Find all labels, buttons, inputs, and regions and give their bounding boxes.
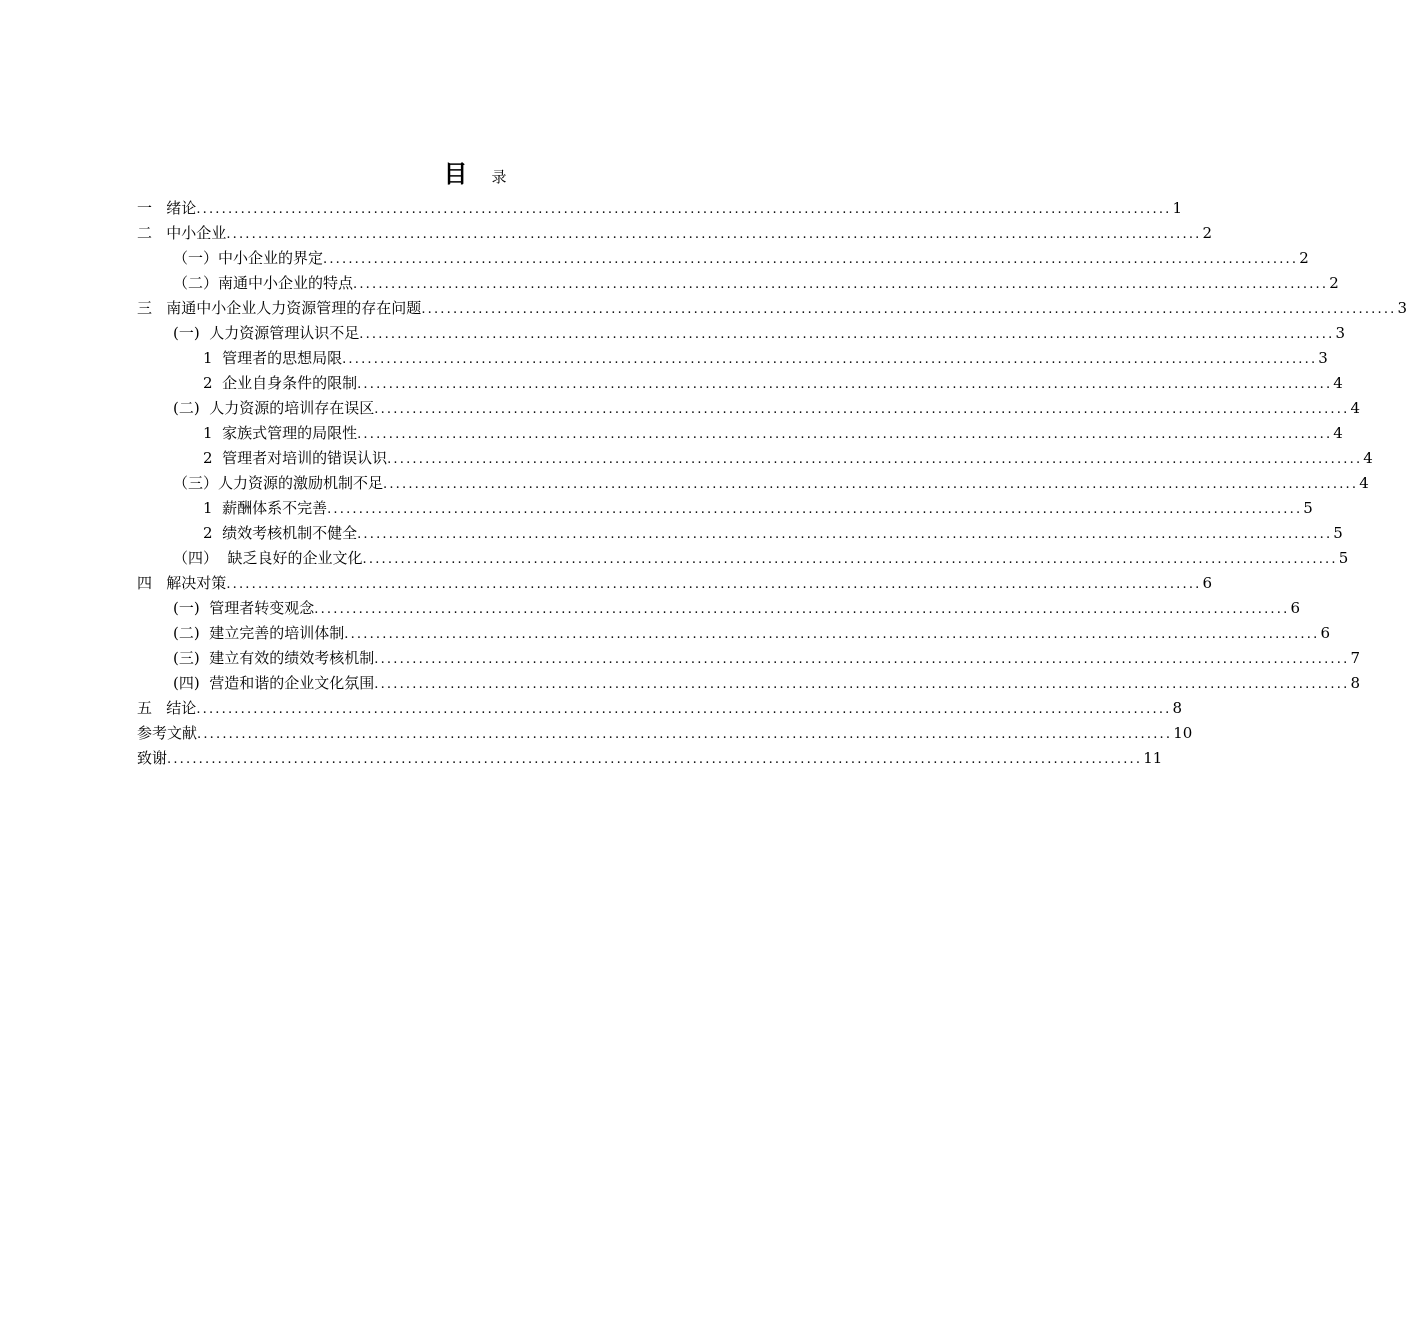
toc-dot-leader: .......................................................................................................................................................... [327,502,1303,517]
toc-dot-leader: .......................................................................................................................................................... [323,252,1299,267]
toc-entry-page-number: 4 [1333,424,1343,442]
toc-entry-label: 三 南通中小企业人力资源管理的存在问题 [137,299,422,317]
toc-entry-page-number: 2 [1299,249,1309,267]
toc-dot-leader: .......................................................................................................................................................... [383,477,1359,492]
toc-entry-label: (一) 人力资源管理认识不足 [173,324,360,342]
toc-entry-page-number: 5 [1303,499,1313,517]
toc-dot-leader: .......................................................................................................................................................... [374,402,1350,417]
toc-title-main: 目 [443,160,468,188]
toc-entry[interactable] [137,621,1330,646]
toc-entry-label: （四） 缺乏良好的企业文化 [173,549,363,567]
toc-entry-label: 五 结论 [137,699,197,717]
toc-entry-label: （三）人力资源的激励机制不足 [173,474,384,492]
toc-entry-page-number: 6 [1290,599,1300,617]
toc-entry-page-number: 5 [1338,549,1349,567]
toc-entry[interactable] [137,646,1360,671]
toc-entry[interactable] [137,596,1300,621]
toc-entry-page-number: 8 [1350,674,1360,692]
toc-entry-label: (三) 建立有效的绩效考核机制 [173,649,375,667]
toc-entry-page-number: 4 [1350,399,1360,417]
toc-entry[interactable] [137,421,1343,446]
toc-dot-leader: .......................................................................................................................................................... [353,277,1329,292]
toc-entry-label: (二) 人力资源的培训存在误区 [173,399,375,417]
toc-dot-leader: .......................................................................................................................................................... [357,377,1333,392]
toc-entry-label: 1 家族式管理的局限性 [203,424,358,442]
toc-dot-leader: .......................................................................................................................................................... [167,752,1143,767]
toc-dot-leader: .......................................................................................................................................................... [374,677,1350,692]
toc-entry[interactable] [137,571,1213,596]
toc-entry[interactable] [137,196,1183,221]
toc-entry[interactable] [137,521,1343,546]
toc-entry[interactable] [137,396,1360,421]
toc-dot-leader: .......................................................................................................................................................... [357,527,1333,542]
toc-entry[interactable] [137,721,1193,746]
toc-dot-leader: .......................................................................................................................................................... [359,327,1335,342]
toc-dot-leader: .......................................................................................................................................................... [374,652,1350,667]
toc-entry[interactable] [137,296,1407,321]
toc-entry-page-number: 3 [1335,324,1345,342]
toc-entry-page-number: 2 [1202,224,1213,242]
toc-entry-label: 一 绪论 [137,199,197,217]
toc-entry[interactable] [137,496,1313,521]
toc-entry[interactable] [137,696,1183,721]
toc-entry-page-number: 10 [1173,724,1193,742]
toc-entry-label: 1 管理者的思想局限 [203,349,343,367]
toc-title-secondary: 录 [491,168,507,186]
toc-entry[interactable] [137,446,1373,471]
toc-entry[interactable] [137,321,1345,346]
toc-entry-page-number: 2 [1329,274,1339,292]
toc-entry-label: (二) 建立完善的培训体制 [173,624,345,642]
toc-dot-leader: .......................................................................................................................................................... [421,302,1397,317]
toc-entry-label: (四) 营造和谐的企业文化氛围 [173,674,375,692]
toc-entry[interactable] [137,546,1349,571]
toc-dot-leader: .......................................................................................................................................................... [342,352,1318,367]
toc-entry-label: 四 解决对策 [137,574,227,592]
toc-entry[interactable] [137,471,1369,496]
toc-dot-leader: .......................................................................................................................................................... [344,627,1320,642]
toc-entry-label: （二）南通中小企业的特点 [173,274,354,292]
toc-entry-label: 致谢 [137,749,168,767]
toc-entry-label: (一) 管理者转变观念 [173,599,315,617]
toc-entry-page-number: 5 [1333,524,1343,542]
toc-dot-leader: .......................................................................................................................................................... [196,702,1172,717]
toc-entry-page-number: 4 [1359,474,1369,492]
toc-entry-label: 2 企业自身条件的限制 [203,374,358,392]
toc-entry-page-number: 7 [1350,649,1360,667]
toc-dot-leader: .......................................................................................................................................................... [197,727,1173,742]
toc-entry-page-number: 4 [1363,449,1373,467]
toc-entry-page-number: 6 [1202,574,1213,592]
toc-entry[interactable] [137,246,1309,271]
toc-entry-page-number: 11 [1143,749,1163,767]
toc-entry-page-number: 3 [1397,299,1407,317]
toc-entry[interactable] [137,746,1163,771]
toc-entry-label: （一）中小企业的界定 [173,249,324,267]
toc-entry[interactable] [137,346,1328,371]
toc-dot-leader: .......................................................................................................................................................... [314,602,1290,617]
toc-entry-page-number: 4 [1333,374,1343,392]
toc-dot-leader: .......................................................................................................................................................... [196,202,1172,217]
toc-entry-label: 参考文献 [137,724,198,742]
toc-entry-label: 1 薪酬体系不完善 [203,499,328,517]
toc-entry-page-number: 3 [1318,349,1328,367]
toc-entry-label: 2 管理者对培训的错误认识 [203,449,388,467]
toc-entry[interactable] [137,271,1339,296]
toc-entry[interactable] [137,671,1360,696]
toc-entry[interactable] [137,221,1213,246]
toc-title [0,154,950,189]
toc-dot-leader: .......................................................................................................................................................... [226,227,1202,242]
toc-entry-label: 二 中小企业 [137,224,227,242]
toc-dot-leader: .......................................................................................................................................................... [362,552,1338,567]
toc-entry-page-number: 6 [1320,624,1330,642]
toc-dot-leader: .......................................................................................................................................................... [387,452,1363,467]
toc-entry[interactable] [137,371,1343,396]
toc-dot-leader: .......................................................................................................................................................... [226,577,1202,592]
toc-entry-label: 2 绩效考核机制不健全 [203,524,358,542]
toc-entry-page-number: 1 [1172,199,1183,217]
table-of-contents [137,196,1407,771]
toc-entry-page-number: 8 [1172,699,1183,717]
toc-dot-leader: .......................................................................................................................................................... [357,427,1333,442]
